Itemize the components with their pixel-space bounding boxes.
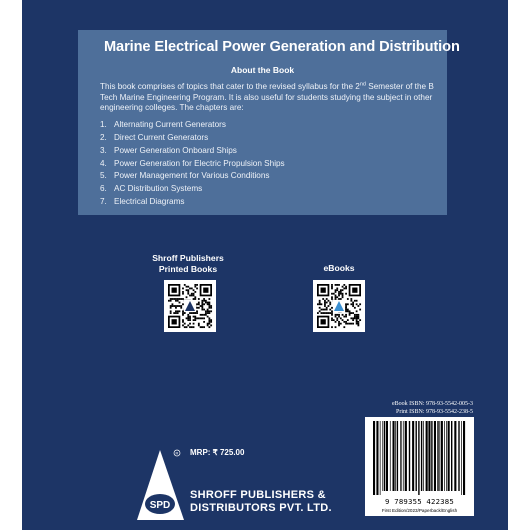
barcode-icon xyxy=(369,421,470,495)
chapter-label: Alternating Current Generators xyxy=(114,119,226,129)
chapter-item xyxy=(100,158,437,171)
spd-logo xyxy=(137,448,185,527)
svg-text:SPD: SPD xyxy=(149,500,171,511)
printed-books-label-line2: Printed Books xyxy=(158,264,218,274)
book-title: Marine Electrical Power Generation and Distribution xyxy=(104,39,460,55)
chapter-label: Power Management for Various Conditions xyxy=(114,171,270,181)
chapter-number: 5. xyxy=(100,171,107,181)
ebooks-label: eBooks xyxy=(323,263,355,273)
spd-triangle-logo-icon xyxy=(137,448,185,522)
chapter-label: Direct Current Generators xyxy=(114,132,209,142)
ebooks-qr-code[interactable] xyxy=(313,280,365,332)
isbn-info xyxy=(365,400,473,416)
chapter-item xyxy=(100,145,437,158)
publisher-name xyxy=(190,489,332,515)
chapter-item xyxy=(100,170,437,183)
chapter-item xyxy=(100,183,437,196)
printed-books-label xyxy=(145,253,231,275)
publisher-name-line1: SHROFF PUBLISHERS & xyxy=(190,489,326,501)
about-heading: About the Book xyxy=(230,65,295,75)
chapter-item xyxy=(100,132,437,145)
chapter-label: AC Distribution Systems xyxy=(114,184,203,194)
chapter-number: 2. xyxy=(100,132,107,142)
description-superscript: nd xyxy=(359,81,366,88)
barcode-digits: 9 789355 422385 xyxy=(385,497,454,506)
chapter-label: Electrical Diagrams xyxy=(114,197,185,207)
book-description xyxy=(100,82,437,114)
description-part2: Semester of the B Tech Marine Engineering Program. It is also useful for students studying the subject in other engineering colleges. The chapters are: xyxy=(100,82,434,113)
svg-text:R: R xyxy=(175,450,179,456)
chapter-label: Power Generation Onboard Ships xyxy=(114,145,237,155)
chapter-item xyxy=(100,119,437,132)
chapter-number: 4. xyxy=(100,158,107,168)
isbn-barcode xyxy=(365,417,474,516)
printed-books-qr-code[interactable] xyxy=(164,280,216,332)
chapter-label: Power Generation for Electric Propulsion Ships xyxy=(114,158,285,168)
print-isbn: Print ISBN: 978-93-5542-238-5 xyxy=(396,409,473,415)
chapter-item xyxy=(100,196,437,209)
chapter-number: 6. xyxy=(100,184,107,194)
chapter-number: 3. xyxy=(100,145,107,155)
chapter-number: 7. xyxy=(100,197,107,207)
about-book-panel xyxy=(78,30,460,215)
edition-info: First Edition/2023/Paperback/English xyxy=(381,508,458,513)
chapter-number: 1. xyxy=(100,119,107,129)
qr-code-icon xyxy=(313,280,365,332)
description-part1: This book comprises of topics that cater to the revised syllabus for the 2 xyxy=(100,82,360,91)
chapter-list xyxy=(100,119,437,209)
ebook-isbn: eBook ISBN: 978-93-5542-005-3 xyxy=(392,401,473,407)
printed-books-label-line1: Shroff Publishers xyxy=(152,253,224,263)
qr-code-icon xyxy=(164,280,216,332)
mrp-price: MRP: ₹ 725.00 xyxy=(190,448,245,457)
publisher-name-line2: DISTRIBUTORS PVT. LTD. xyxy=(190,502,332,514)
